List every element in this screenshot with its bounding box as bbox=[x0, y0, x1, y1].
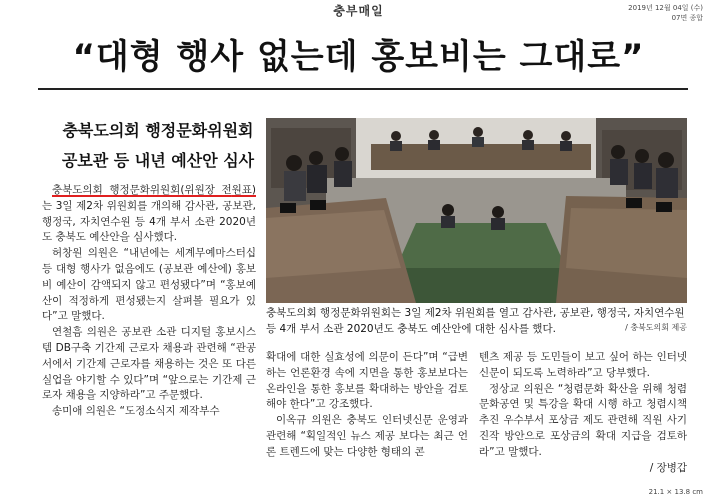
article-paragraph bbox=[42, 183, 256, 246]
paragraph-text: 는 3일 제2차 위원회를 개의해 감사관, 공보관, 행정국, 자치연수원 등 4개 부서 소관 2020년도 충북도 예산안을 심사했다. bbox=[42, 199, 256, 244]
photo-credit: / 충북도의회 제공 bbox=[625, 323, 687, 332]
article-paragraph: 허창원 의원은 “내년에는 세계무예마스터십 등 대형 행사가 없음에도 (공보관 예산에) 홍보비 예산이 감액되지 않고 편성됐다”며 “홍보예산이 적정하게 편성됐는지 살펴볼 필요가 있다”고 말했다. bbox=[42, 247, 256, 323]
article-paragraph: 정상교 의원은 “청렴문화 확산을 위해 청렴 문화공연 및 특강을 확대 시행 하고 청렴시책 추진 우수부서 포상금 제도 관련해 직원 사기 진작 방안으로 포상금의 확대 지급을 검토하라”고 말했다. bbox=[479, 382, 687, 458]
newspaper-name: 충부매일 bbox=[333, 4, 384, 18]
headline: “대형 행사 없는데 홍보비는 그대로” bbox=[72, 37, 645, 77]
highlighted-text: 충북도의회 행정문화위원회(위원장 전 bbox=[52, 184, 232, 196]
page-number: 07면 종합 bbox=[671, 14, 703, 22]
byline: / 장병갑 bbox=[649, 461, 687, 474]
publication-info bbox=[628, 3, 703, 23]
headline-rule bbox=[38, 88, 688, 90]
committee-meeting-photo bbox=[266, 118, 687, 303]
article-column-1 bbox=[42, 183, 256, 420]
subheadline-line-2: 공보관 등 내년 예산안 심사 bbox=[61, 151, 255, 170]
highlighted-text: 원표) bbox=[231, 184, 256, 196]
article-paragraph: 이옥규 의원은 충북도 인터넷신문 운영과 관련해 “획일적인 뉴스 제공 보다는 최근 언론 트렌드에 맞는 다양한 형태의 콘 bbox=[266, 414, 468, 458]
publication-date: 2019년 12월 04일 (수) bbox=[628, 4, 703, 12]
subheadline-line-1: 충북도의회 행정문화위원회 bbox=[62, 121, 254, 140]
article-paragraph: 연철흠 의원은 공보관 소관 디지털 홍보시스템 DB구축 기간제 근로자 채용과 관련해 “관공서에서 기간제 근로자를 채용하는 것은 또 다른 실업을 야기할 수 있다”며 “앞으로는 기간제 근로자 채용을 지양하라”고 주문했다. bbox=[42, 326, 256, 402]
article-paragraph: 확대에 대한 실효성에 의문이 든다”며 “급변하는 언론환경 속에 지면을 통한 홍보보다는 온라인을 통한 홍보를 확대하는 방안을 검토해야 한다”고 강조했다. bbox=[266, 351, 468, 411]
article-paragraph: 텐츠 제공 등 도민들이 보고 싶어 하는 인터넷신문이 되도록 노력하라”고 당부했다. bbox=[479, 351, 687, 379]
article-column-2 bbox=[266, 350, 468, 461]
article-paragraph: 송미애 의원은 “도정소식지 제작부수 bbox=[52, 405, 220, 418]
article-column-3 bbox=[479, 350, 687, 476]
photo-caption: 충북도의회 행정문화위원회는 3일 제2차 위원회를 열고 감사관, 공보관, 행정국, 자치연수원 등 4개 부서 소관 2020년도 충북도 예산안에 대한 심사를 했다. bbox=[266, 307, 685, 335]
clipping-size: 21.1 × 13.8 cm bbox=[648, 488, 703, 496]
